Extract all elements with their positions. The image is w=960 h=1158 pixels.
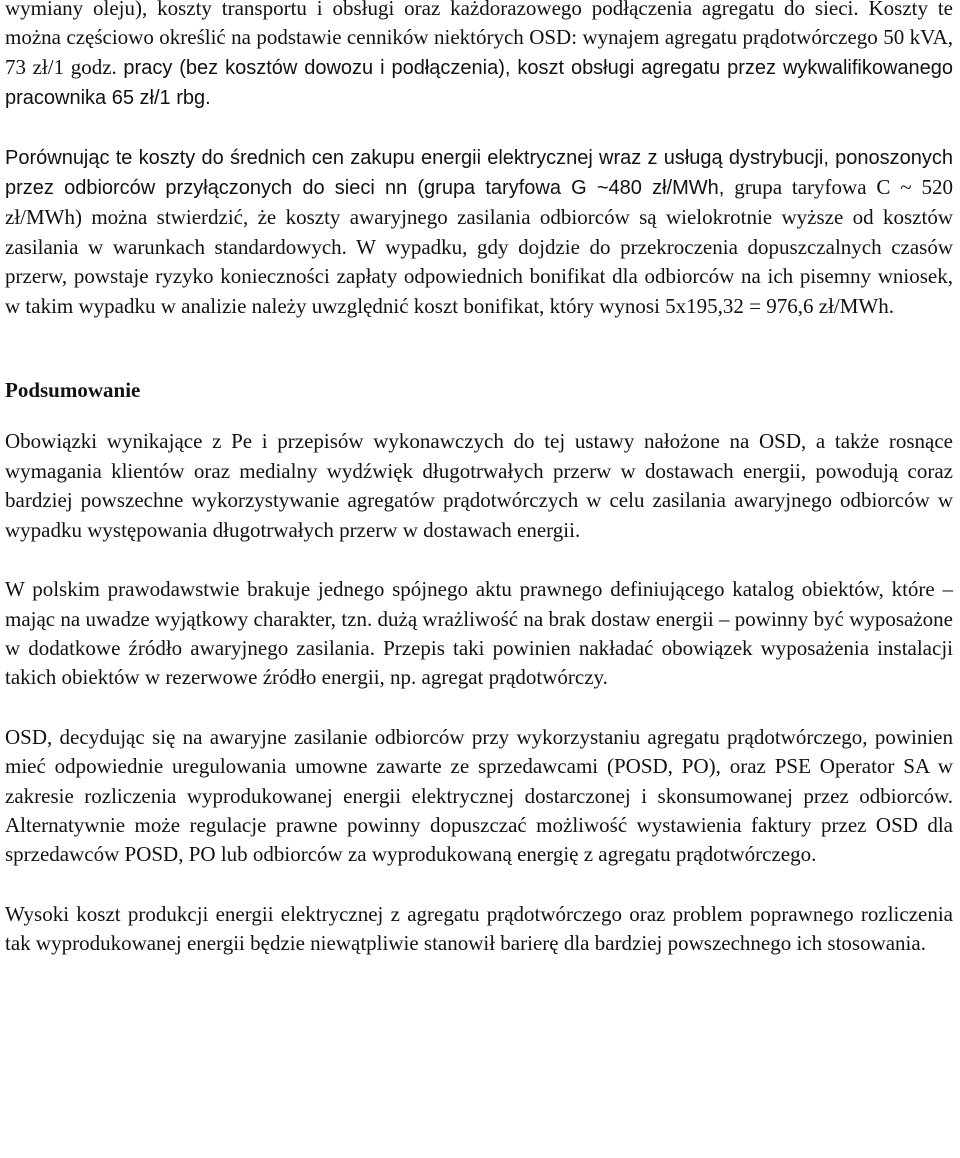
paragraph-obligations: Obowiązki wynikające z Pe i przepisów wykonawczych do tej ustawy nałożone na OSD, a także rosnące wymagania klientów oraz medialny wydźwięk długotrwałych przerw w dostawach energii, powodują coraz bardziej powszechne wykorzystywanie agregatów prądotwórczych w celu zasilania awaryjnego odbiorców w wypadku występowania długotrwałych przerw w dostawach energii. [5,429,953,542]
paragraph-comparison-serif-text: grupa taryfowa C ~ 520 zł/MWh) można stwierdzić, że koszty awaryjnego zasilania odbiorców są wielokrotnie wyższe od kosztów zasilania w warunkach standardowych. W wypadku, gdy dojdzie do przekroczenia dopuszczalnych czasów przerw, powstaje ryzyko konieczności zapłaty odpowiednich bonifikat dla odbiorców na ich pisemny wniosek, w takim wypadku w analizie należy uwzględnić koszt bonifikat, który wynosi 5x195,32 = 976,6 zł/MWh. [5,175,954,318]
paragraph-legislation: W polskim prawodawstwie brakuje jednego spójnego aktu prawnego definiującego katalog obiektów, które – mając na uwadze wyjątkowy charakter, tzn. dużą wrażliwość na brak dostaw energii – powinny być wyposażone w dodatkowe źródło awaryjnego zasilania. Przepis taki powinien nakładać obowiązek wyposażenia instalacji takich obiektów w rezerwowe źródło energii, np. agregat prądotwórczy. [5,577,953,690]
section-heading-summary: Podsumowanie [5,378,141,403]
paragraph-costs-sans-text: pracy (bez kosztów dowozu i podłączenia), koszt obsługi agregatu przez wykwalifikowanego pracownika 65 zł/1 rbg. [5,56,954,110]
paragraph-costs-serif-text: wymiany oleju), koszty transportu i obsługi oraz każdorazowego podłączenia agregatu do sieci. Koszty te można częściowo określić na podstawie cenników niektórych OSD: wynajem agregatu prądotwórczego 50 kVA, 73 zł/1 godz. [5,0,953,79]
paragraph-comparison-sans-text: Porównując te koszty do średnich cen zakupu energii elektrycznej wraz z usługą dystrybucji, ponoszonych przez odbiorców przyłączonych do sieci nn (grupa taryfowa G ~480 zł/MWh, [5,146,953,200]
paragraph-costs-continued [5,0,953,114]
paragraph-cost-comparison [5,143,953,321]
paragraph-osd-settlement: OSD, decydując się na awaryjne zasilanie odbiorców przy wykorzystaniu agregatu prądotwórczego, powinien mieć odpowiednie uregulowania umowne zawarte ze sprzedawcami (POSD, PO), oraz PSE Operator SA w zakresie rozliczenia wyprodukowanej energii elektrycznej dostarczonej i skonsumowanej przez odbiorców. Alternatywnie może regulacje prawne powinny dopuszczać możliwość wystawienia faktury przez OSD dla sprzedawców POSD, PO lub odbiorców za wyprodukowaną energię z agregatu prądotwórczego. [5,724,953,867]
paragraph-conclusion: Wysoki koszt produkcji energii elektrycznej z agregatu prądotwórczego oraz problem poprawnego rozliczenia tak wyprodukowanej energii będzie niewątpliwie stanowił barierę dla bardziej powszechnego ich stosowania. [5,901,953,956]
